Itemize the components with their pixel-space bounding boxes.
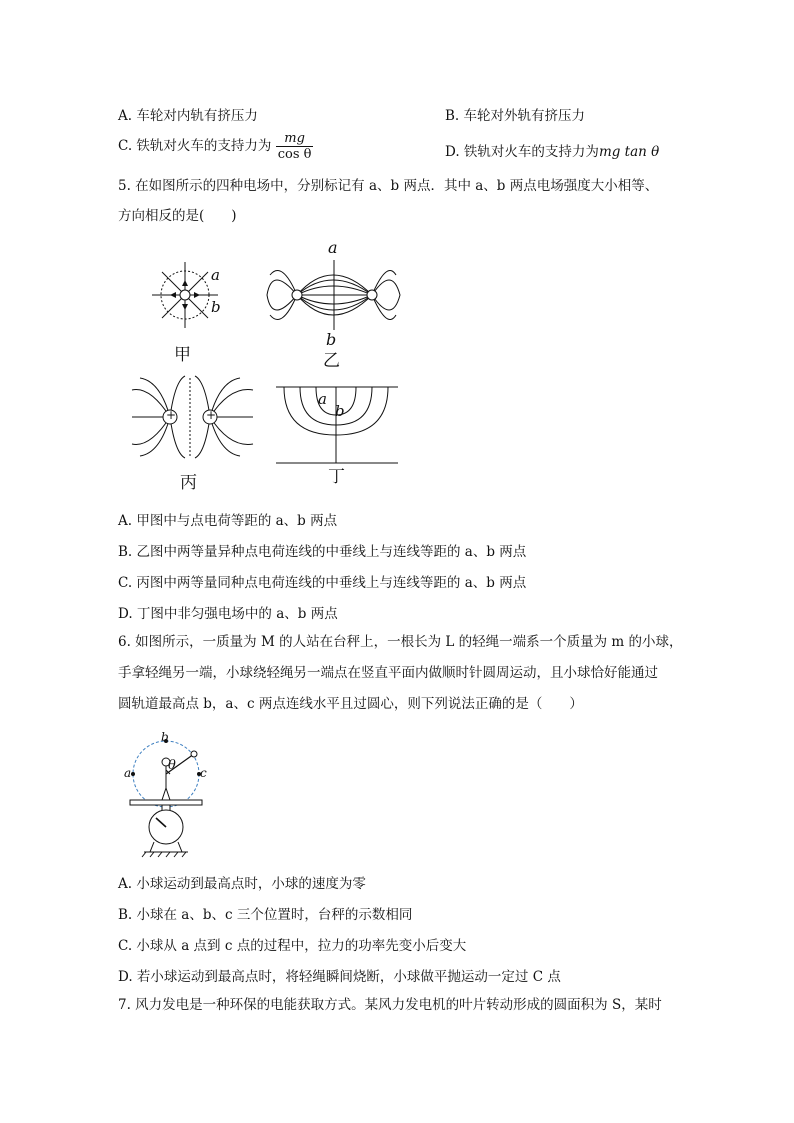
q4-option-a: A. 车轮对内轨有挤压力 xyxy=(118,108,258,124)
q4-option-c xyxy=(118,131,313,162)
q5-option-d: D. 丁图中非匀强电场中的 a、b 两点 xyxy=(118,606,338,622)
fig-caption-bing: 丙 xyxy=(180,473,197,493)
fig-ding-label-a: a xyxy=(318,390,327,408)
point-charge xyxy=(180,290,190,300)
figure-bing xyxy=(130,376,255,458)
q6-option-d: D. 若小球运动到最高点时，将轻绳瞬间烧断，小球做平抛运动一定过 C 点 xyxy=(118,969,561,985)
fig-jia-label-b: b xyxy=(211,298,221,316)
q6-option-b: B. 小球在 a、b、c 三个位置时，台秤的示数相同 xyxy=(118,907,413,923)
fraction-numerator: mg xyxy=(276,131,314,147)
q6-option-c: C. 小球从 a 点到 c 点的过程中，拉力的功率先变小后变大 xyxy=(118,938,467,954)
platform xyxy=(130,800,202,805)
q4-option-d-text: D. 铁轨对火车的支持力为 xyxy=(445,144,599,160)
q4-option-d-expr: mg tan θ xyxy=(598,144,660,160)
q5-stem-line1: 5. 在如图所示的四种电场中，分别标记有 a、b 两点．其中 a、b 两点电场强度大小相等、 xyxy=(118,178,659,194)
fig-yi-label-a: a xyxy=(328,238,338,257)
figure-scale-pendulum xyxy=(122,730,212,858)
fig-bing-plus-right: + xyxy=(206,408,217,422)
fig-bing-plus-left: + xyxy=(166,408,177,422)
fig6-label-a: a xyxy=(124,766,132,780)
q5-option-c: C. 丙图中两等量同种点电荷连线的中垂线上与连线等距的 a、b 两点 xyxy=(118,575,527,591)
q5-option-b: B. 乙图中两等量异种点电荷连线的中垂线上与连线等距的 a、b 两点 xyxy=(118,544,527,560)
fraction xyxy=(276,131,314,162)
q6-stem-line2: 手拿轻绳另一端，小球绕轻绳另一端点在竖直平面内做顺时针圆周运动，且小球恰好能通过 xyxy=(118,665,658,681)
fig6-label-theta: θ xyxy=(168,758,176,773)
point-a xyxy=(131,772,135,776)
ball xyxy=(191,751,197,757)
q6-option-a: A. 小球运动到最高点时，小球的速度为零 xyxy=(118,876,366,892)
q4-option-b: B. 车轮对外轨有挤压力 xyxy=(445,108,586,124)
figure-ding xyxy=(276,385,398,465)
fig-ding-label-b: b xyxy=(335,402,345,420)
q5-stem-line2: 方向相反的是( ) xyxy=(118,208,237,224)
q6-stem-line1: 6. 如图所示，一质量为 M 的人站在台秤上，一根长为 L 的轻绳一端系一个质量为 m 的小球， xyxy=(118,634,683,650)
q5-option-a: A. 甲图中与点电荷等距的 a、b 两点 xyxy=(118,513,338,529)
figure-jia xyxy=(150,260,220,330)
q7-stem-line1: 7. 风力发电是一种环保的电能获取方式。某风力发电机的叶片转动形成的圆面积为 S，某时 xyxy=(118,997,662,1013)
q4-option-c-text: C. 铁轨对火车的支持力为 xyxy=(118,138,272,154)
q4-option-d xyxy=(445,140,659,160)
fig-caption-jia: 甲 xyxy=(174,345,191,365)
figure-yi xyxy=(262,255,402,335)
fig-caption-ding: 丁 xyxy=(328,467,345,487)
fig-caption-yi: 乙 xyxy=(323,351,340,371)
fig-jia-label-a: a xyxy=(211,266,220,284)
fig6-label-c: c xyxy=(200,766,207,780)
fig-yi-label-b: b xyxy=(326,330,337,349)
q6-stem-line3: 圆轨道最高点 b，a、c 两点连线水平且过圆心，则下列说法正确的是（ ） xyxy=(118,696,583,712)
fig6-label-b: b xyxy=(161,730,169,744)
fraction-denominator: cos θ xyxy=(277,147,312,162)
